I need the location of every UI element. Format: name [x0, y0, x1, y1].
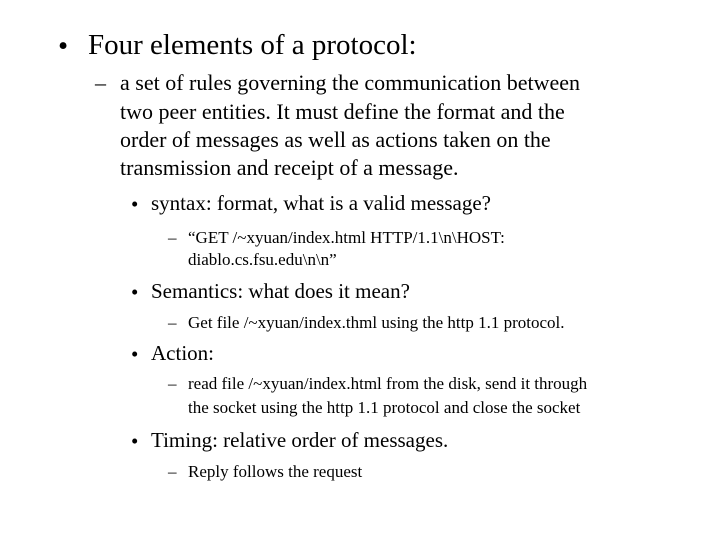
timing-heading: Timing: relative order of messages. — [151, 428, 449, 452]
action-bullet: • — [131, 342, 139, 366]
definition-line-2: two peer entities. It must define the format and the — [120, 99, 565, 124]
slide-title: Four elements of a protocol: — [88, 29, 417, 61]
definition-dash: – — [95, 70, 106, 95]
semantics-bullet: • — [131, 280, 139, 304]
action-dash: – — [168, 374, 177, 393]
semantics-heading: Semantics: what does it mean? — [151, 279, 410, 303]
action-example-line-2: the socket using the http 1.1 protocol and close the socket — [188, 398, 581, 417]
timing-dash: – — [168, 462, 177, 481]
timing-example-line-1: Reply follows the request — [188, 462, 363, 481]
semantics-example-line-1: Get file /~xyuan/index.thml using the http 1.1 protocol. — [188, 313, 565, 332]
title-bullet: • — [58, 30, 69, 62]
syntax-bullet: • — [131, 192, 139, 216]
syntax-dash: – — [168, 228, 177, 247]
action-example-line-1: read file /~xyuan/index.html from the disk, send it through — [188, 374, 588, 393]
syntax-example-line-1: “GET /~xyuan/index.html HTTP/1.1\n\HOST: — [188, 228, 505, 247]
definition-line-4: transmission and receipt of a message. — [120, 155, 459, 180]
syntax-example-line-2: diablo.cs.fsu.edu\n\n” — [188, 250, 337, 269]
semantics-dash: – — [168, 313, 177, 332]
syntax-heading: syntax: format, what is a valid message? — [151, 191, 491, 215]
definition-line-1: a set of rules governing the communication between — [120, 70, 581, 95]
timing-bullet: • — [131, 429, 139, 453]
action-heading: Action: — [151, 341, 214, 365]
definition-line-3: order of messages as well as actions taken on the — [120, 127, 551, 152]
